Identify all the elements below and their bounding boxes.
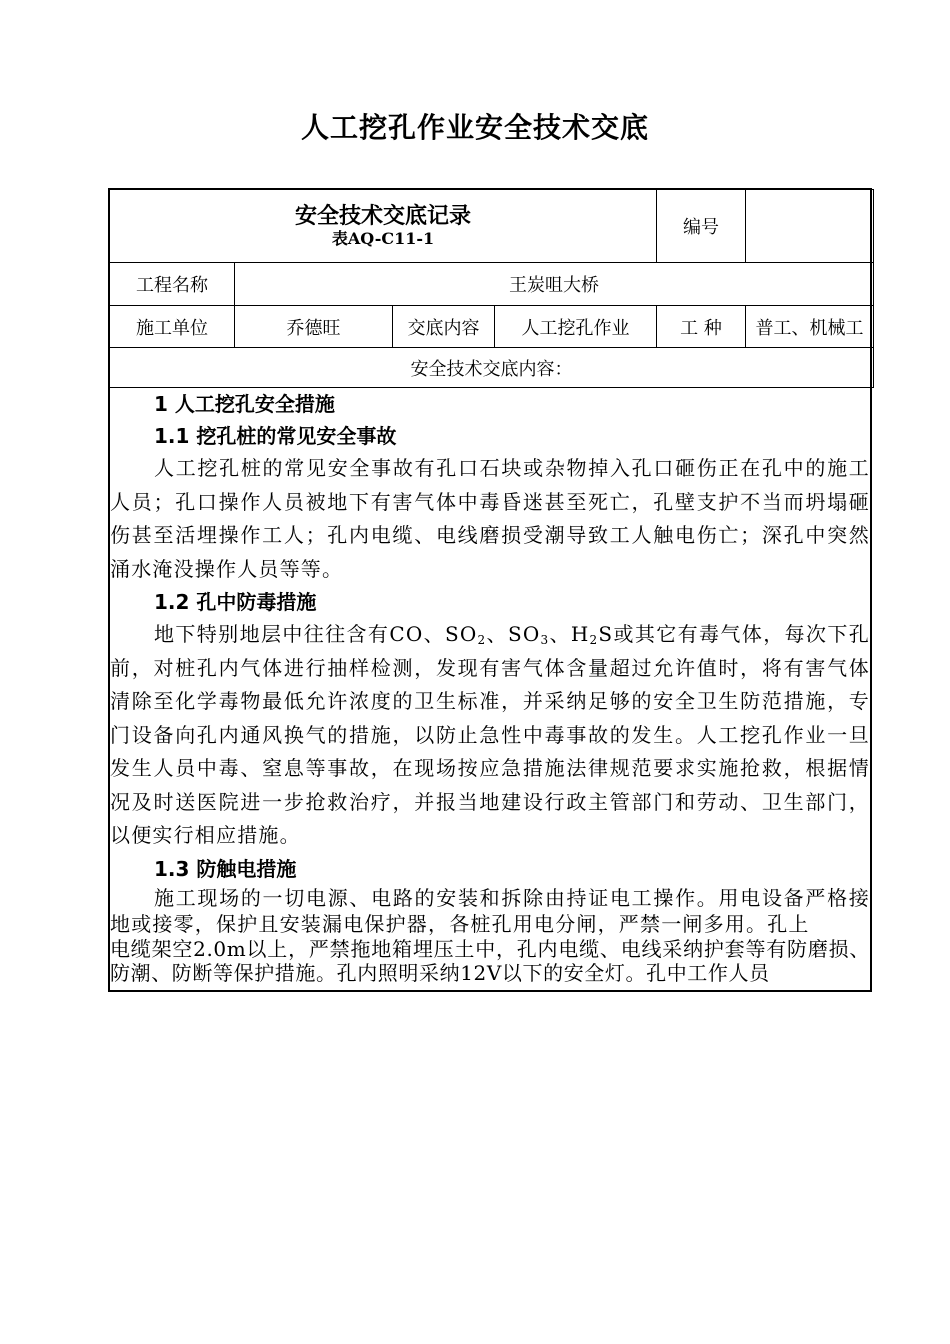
section-header: 安全技术交底内容： <box>110 348 874 388</box>
trade-value: 普工、机械工 <box>746 306 874 348</box>
document-title: 人工挖孔作业安全技术交底 <box>300 111 649 144</box>
p12-part-b: 、SO <box>486 622 541 646</box>
heading-1-1: 1.1 挖孔桩的常见安全事故 <box>154 424 397 448</box>
p12-sub-1: 2 <box>477 633 487 647</box>
p12-sub-3: 2 <box>589 633 599 647</box>
heading-1: 1 人工挖孔安全措施 <box>154 392 335 416</box>
paragraph-1-1: 人工挖孔桩的常见安全事故有孔口石块或杂物掉入孔口砸伤正在孔中的施工人员；孔口操作人员被地下有害气体中毒昏迷甚至死亡，孔壁支护不当而坍塌砸伤甚至活埋操作工人；孔内电缆、电线磨损受潮导致工人触电伤亡；深孔中突然涌水淹没操作人员等等。 <box>110 456 870 581</box>
project-name-value: 王炭咀大桥 <box>235 263 874 306</box>
heading-1-3: 1.3 防触电措施 <box>154 856 297 881</box>
paragraph-1-2 <box>110 618 870 853</box>
trade-label: 工 种 <box>657 306 746 348</box>
record-title: 安全技术交底记录 <box>295 204 472 229</box>
record-header-cell <box>110 190 657 263</box>
form-code: 表AQ-C11-1 <box>331 229 435 248</box>
heading-1-2: 1.2 孔中防毒措施 <box>154 590 317 614</box>
project-name-label: 工程名称 <box>110 263 235 306</box>
p12-part-a: 地下特别地层中往往含有CO、SO <box>154 622 478 646</box>
construction-unit-value: 乔德旺 <box>235 306 393 348</box>
content-value: 人工挖孔作业 <box>495 306 657 348</box>
construction-unit-label: 施工单位 <box>110 306 235 348</box>
p12-part-c: 、H <box>549 622 590 646</box>
number-value <box>746 190 874 263</box>
p12-sub-2: 3 <box>540 633 550 647</box>
number-label: 编号 <box>657 190 746 263</box>
paragraph-1-3-a: 施工现场的一切电源、电路的安装和拆除由持证电工操作。用电设备严格接地或接零，保护且安装漏电保护器，各桩孔用电分闸，严禁一闸多用。孔上 <box>110 885 870 936</box>
content-label: 交底内容 <box>393 306 495 348</box>
disclosure-record-table <box>109 189 874 388</box>
p12-part-d: S或其它有毒气体，每次下孔前，对桩孔内气体进行抽样检测，发现有害气体含量超过允许值时，将有害气体清除至化学毒物最低允许浓度的卫生标准，并采纳足够的安全卫生防范措施，专门设备向孔内通风换气的措施，以防止急性中毒事故的发生。人工挖孔作业一旦发生人员中毒、窒息等事故，在现场按应急措施法律规范要求实施抢救，根据情况及时送医院进一步抢救治疗，并报当地建设行政主管部门和劳动、卫生部门，以便实行相应措施。 <box>110 622 870 847</box>
disclosure-content <box>110 388 870 991</box>
paragraph-1-3-b: 电缆架空2.0m以上，严禁拖地箱埋压土中，孔内电缆、电线采纳护套等有防磨损、防潮、防断等保护措施。孔内照明采纳12V以下的安全灯。孔中工作人员 <box>110 936 870 985</box>
